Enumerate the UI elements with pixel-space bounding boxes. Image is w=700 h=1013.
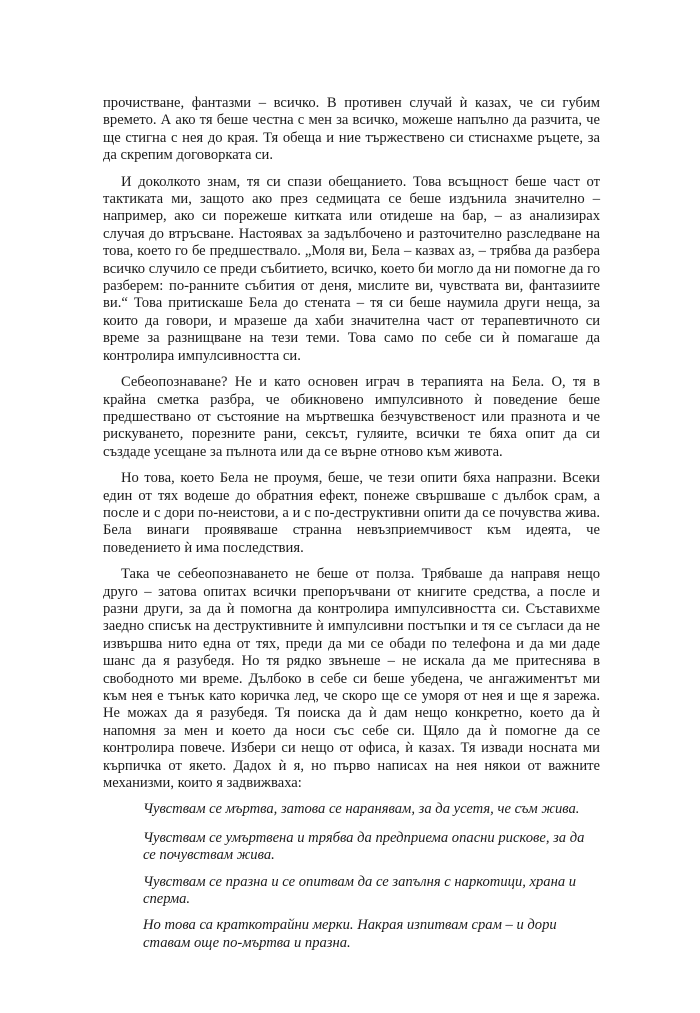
paragraph: Но това, което Бела не проумя, беше, че тези опити бяха напразни. Всеки един от тях водеше до обратния ефект, понеже свършваше с дълбок срам, а после и с дори по-неистови, а и с по-деструктивни опити да се почувства жива. Бела винаги проявяваше странна невъзприемчивост към идеята, че поведението ѝ има последствия.: [103, 470, 600, 556]
text-column: [103, 95, 600, 961]
paragraph: Така че себеопознаването не беше от полза. Трябваше да направя нещо друго – затова опитах всички препоръчвани от книгите средства, а после и разни други, за да ѝ помогна да контролира импулсивността си. Съставихме заедно списък на деструктивните ѝ импулсивни постъпки и тя се съгласи да не извършва нито една от тях, преди да ми се обади по телефона и да ми даде шанс да я разубедя. Но тя рядко звънеше – не искала да ме притеснява в свободното ми време. Дълбоко в себе си беше убедена, че ангажиментът ми към нея е тънък като коричка лед, че скоро ще се уморя от нея и ще я зарежа. Не можах да я разубедя. Тя поиска да ѝ дам нещо конкретно, което да ѝ напомня за мен и което да носи със себе си. Щяло да ѝ помогне да се контролира повече. Избери си нещо от офиса, ѝ казах. Тя извади носната ми кърпичка от якето. Дадох ѝ я, но първо написах на нея някои от важните механизми, които я задвижваха:: [103, 566, 600, 792]
paragraph: прочистване, фантазми – всичко. В противен случай ѝ казах, че си губим времето. А ако тя беше честна с мен за всичко, можеше напълно да разчита, че ще стигна с нея до края. Тя обеща и ние тържествено си стиснахме ръцете, за да скрепим договорката си.: [103, 95, 600, 164]
italic-quote: Чувствам се празна и се опитвам да се запълня с наркотици, храна и сперма.: [143, 873, 577, 908]
paragraph: Себеопознаване? Не и като основен играч в терапията на Бела. О, тя в крайна сметка разбра, че обикновено импулсивното ѝ поведение беше предшествано от състояние на мъртвешка безчувственост или празнота и че рискуването, порезните рани, сексът, гуляите, всички те бяха опит да си създаде усещане за пълнота или да се върне отново към живота.: [103, 374, 600, 460]
italic-quote: Но това са краткотрайни мерки. Накрая изпитвам срам – и дори ставам още по-мъртва и празна.: [143, 917, 557, 951]
paragraph: И доколкото знам, тя си спази обещанието. Това всъщност беше част от тактиката ми, защото ако през седмицата се беше изд͏ънила значително – например, ако си порежеше китката или отидеше на бар, – аз анализирах случая до втръсване. Настоявах за задълбочено и разточително разследване на това, което го бе предшествало. „Моля ви, Бела – казвах аз, – трябва да разбера всичко случило се преди събитието, всичко, което би могло да ни помогне да го разберем: по-ранните събития от деня, мислите ви, чувствата ви, фантазиите ви.“ Това притискаше Бела до стената – тя си беше наумила други неща, за които да говори, и мразеше да хаби значителна част от терапевтичното си време за разнищване на тези теми. Това само по себе си ѝ помагаше да контролира импулсивността си.: [103, 173, 600, 364]
italic-quote: Чувствам се умъртвена и трябва да предприема опасни рискове, за да се почувствам жива.: [143, 829, 585, 864]
italic-quote: Чувствам се мъртва, затова се наранявам, за да усетя, че съм жива.: [143, 801, 580, 818]
